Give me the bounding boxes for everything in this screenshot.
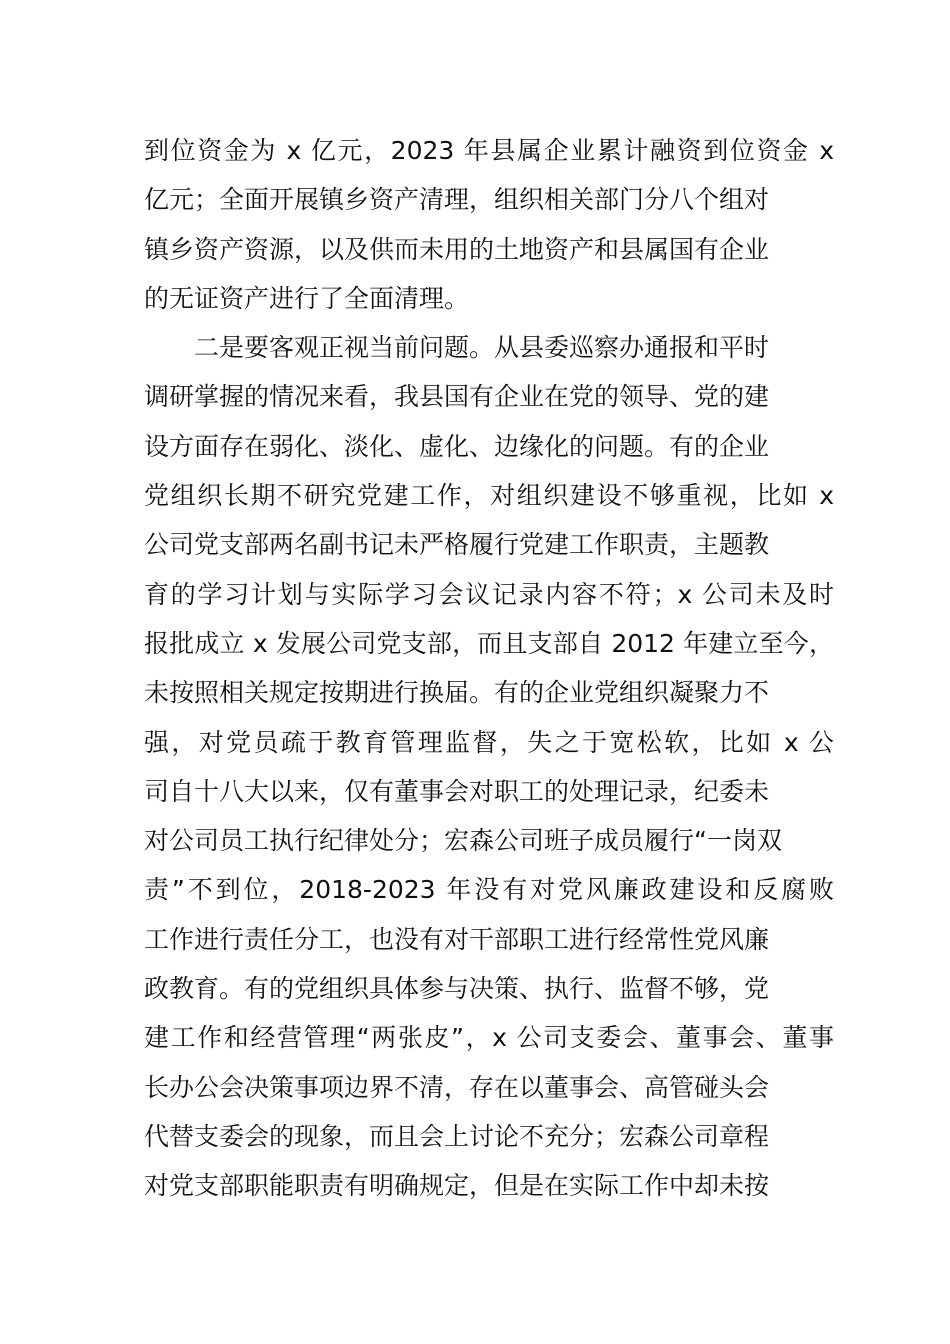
text-line: 强，对党员疏于教育管理监督，失之于宽松软，比如 x 公 xyxy=(144,727,834,757)
text-line: 党组织长期不研究党建工作，对组织建设不够重视，比如 x xyxy=(144,481,834,511)
text-line: 未按照相关规定按期进行换届。有的企业党组织凝聚力不 xyxy=(144,678,770,708)
text-line: 设方面存在弱化、淡化、虚化、边缘化的问题。有的企业 xyxy=(144,431,770,461)
text-line: 到位资金为 x 亿元，2023 年县属企业累计融资到位资金 x xyxy=(144,136,834,165)
body-text xyxy=(144,126,834,1211)
text-line: 对公司员工执行纪律处分；宏森公司班子成员履行“一岗双 xyxy=(144,826,782,856)
text-line: 镇乡资产资源，以及供而未用的土地资产和县属国有企业 xyxy=(144,234,770,264)
text-line: 报批成立 x 发展公司党支部，而且支部自 2012 年建立至今， xyxy=(144,628,834,658)
paragraph-end-line: 的无证资产进行了全面清理。 xyxy=(144,283,470,313)
text-line: 长办公会决策事项边界不清，存在以董事会、高管碰头会 xyxy=(144,1072,770,1102)
text-line: 对党支部职能职责有明确规定，但是在实际工作中却未按 xyxy=(144,1171,770,1201)
text-line: 调研掌握的情况来看，我县国有企业在党的领导、党的建 xyxy=(144,382,770,412)
text-line: 公司党支部两名副书记未严格履行党建工作职责，主题教 xyxy=(144,530,770,560)
text-line: 政教育。有的党组织具体参与决策、执行、监督不够，党 xyxy=(144,974,770,1004)
text-line: 建工作和经营管理“两张皮”，x 公司支委会、董事会、董事 xyxy=(144,1023,834,1053)
text-line: 责”不到位，2018-2023 年没有对党风廉政建设和反腐败 xyxy=(144,875,834,905)
paragraph-start-line: 二是要客观正视当前问题。从县委巡察办通报和平时 xyxy=(144,333,770,363)
text-line: 司自十八大以来，仅有董事会对职工的处理记录，纪委未 xyxy=(144,776,770,806)
text-line: 代替支委会的现象，而且会上讨论不充分；宏森公司章程 xyxy=(144,1121,770,1151)
text-line: 工作进行责任分工，也没有对干部职工进行经常性党风廉 xyxy=(144,924,770,954)
text-line: 育的学习计划与实际学习会议记录内容不符；x 公司未及时 xyxy=(144,579,834,609)
text-line: 亿元；全面开展镇乡资产清理，组织相关部门分八个组对 xyxy=(144,185,770,215)
